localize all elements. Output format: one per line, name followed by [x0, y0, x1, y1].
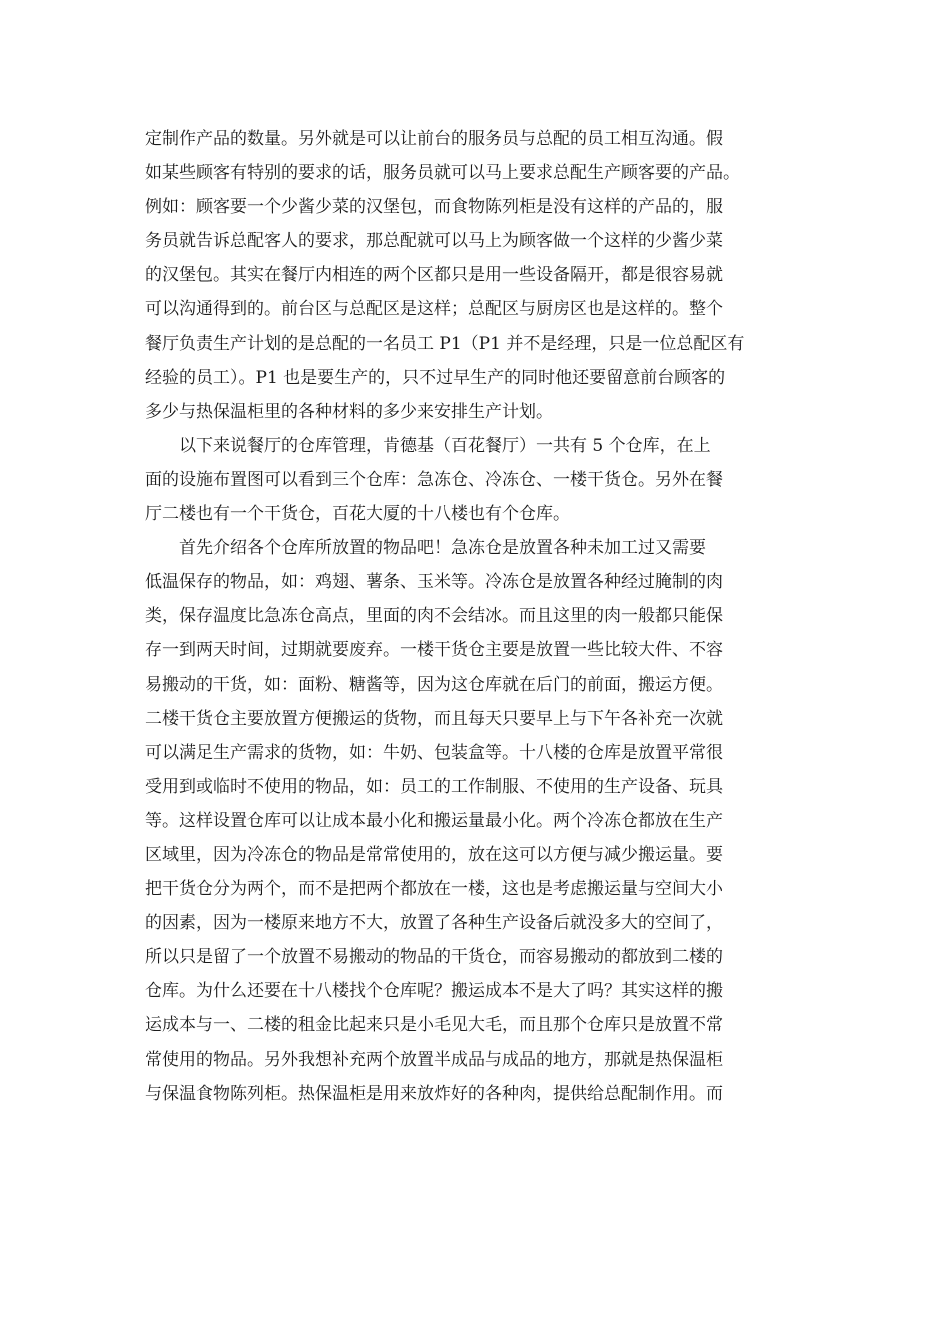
text-line: 常使用的物品。另外我想补充两个放置半成品与成品的地方，那就是热保温柜 — [145, 1049, 723, 1070]
text-line: 可以沟通得到的。前台区与总配区是这样；总配区与厨房区也是这样的。整个 — [145, 299, 723, 320]
paragraph-1 — [145, 122, 810, 429]
text-line: 首先介绍各个仓库所放置的物品吧！急冻仓是放置各种未加工过又需要 — [179, 538, 706, 559]
text-line: 易搬动的干货，如：面粉、糖酱等，因为这仓库就在后门的前面，搬运方便。 — [145, 674, 723, 695]
text-line: 的因素，因为一楼原来地方不大，放置了各种生产设备后就没多大的空间了， — [145, 913, 723, 934]
text-line: 以下来说餐厅的仓库管理，肯德基（百花餐厅）一共有 5 个仓库，在上 — [179, 435, 711, 456]
document-body — [145, 122, 810, 1111]
text-line: 多少与热保温柜里的各种材料的多少来安排生产计划。 — [145, 401, 553, 422]
text-line: 运成本与一、二楼的租金比起来只是小毛见大毛，而且那个仓库只是放置不常 — [145, 1015, 723, 1036]
paragraph-3 — [145, 531, 810, 1111]
text-line: 例如：顾客要一个少酱少菜的汉堡包，而食物陈列柜是没有这样的产品的，服 — [145, 197, 723, 218]
text-line: 厅二楼也有一个干货仓，百花大厦的十八楼也有个仓库。 — [145, 504, 570, 525]
text-line: 如某些顾客有特别的要求的话，服务员就可以马上要求总配生产顾客要的产品。 — [145, 163, 740, 184]
text-line: 经验的员工）。P1 也是要生产的，只不过早生产的同时他还要留意前台顾客的 — [145, 367, 726, 388]
paragraph-2 — [145, 429, 810, 531]
text-line: 面的设施布置图可以看到三个仓库：急冻仓、冷冻仓、一楼干货仓。另外在餐 — [145, 469, 723, 490]
text-line: 定制作产品的数量。另外就是可以让前台的服务员与总配的员工相互沟通。假 — [145, 129, 723, 149]
text-line: 受用到或临时不使用的物品，如：员工的工作制服、不使用的生产设备、玩具 — [145, 776, 723, 797]
text-line: 务员就告诉总配客人的要求，那总配就可以马上为顾客做一个这样的少酱少菜 — [145, 231, 723, 252]
text-line: 存一到两天时间，过期就要废弃。一楼干货仓主要是放置一些比较大件、不容 — [145, 640, 723, 661]
text-line: 类，保存温度比急冻仓高点，里面的肉不会结冰。而且这里的肉一般都只能保 — [145, 606, 723, 627]
text-line: 可以满足生产需求的货物，如：牛奶、包装盒等。十八楼的仓库是放置平常很 — [145, 742, 723, 763]
text-line: 等。这样设置仓库可以让成本最小化和搬运量最小化。两个冷冻仓都放在生产 — [145, 810, 723, 831]
text-line: 仓库。为什么还要在十八楼找个仓库呢？搬运成本不是大了吗？其实这样的搬 — [145, 981, 723, 1002]
text-line: 低温保存的物品，如：鸡翅、薯条、玉米等。冷冻仓是放置各种经过腌制的肉 — [145, 572, 723, 593]
text-line: 的汉堡包。其实在餐厅内相连的两个区都只是用一些设备隔开，都是很容易就 — [145, 265, 723, 286]
text-line: 餐厅负责生产计划的是总配的一名员工 P1（P1 并不是经理，只是一位总配区有 — [145, 333, 745, 354]
text-line: 区域里，因为冷冻仓的物品是常常使用的，放在这可以方便与减少搬运量。要 — [145, 844, 723, 865]
text-line: 与保温食物陈列柜。热保温柜是用来放炸好的各种肉，提供给总配制作用。而 — [145, 1083, 723, 1104]
text-line: 所以只是留了一个放置不易搬动的物品的干货仓，而容易搬动的都放到二楼的 — [145, 947, 723, 968]
text-line: 二楼干货仓主要放置方便搬运的货物，而且每天只要早上与下午各补充一次就 — [145, 708, 723, 729]
text-line: 把干货仓分为两个，而不是把两个都放在一楼，这也是考虑搬运量与空间大小 — [145, 879, 723, 900]
